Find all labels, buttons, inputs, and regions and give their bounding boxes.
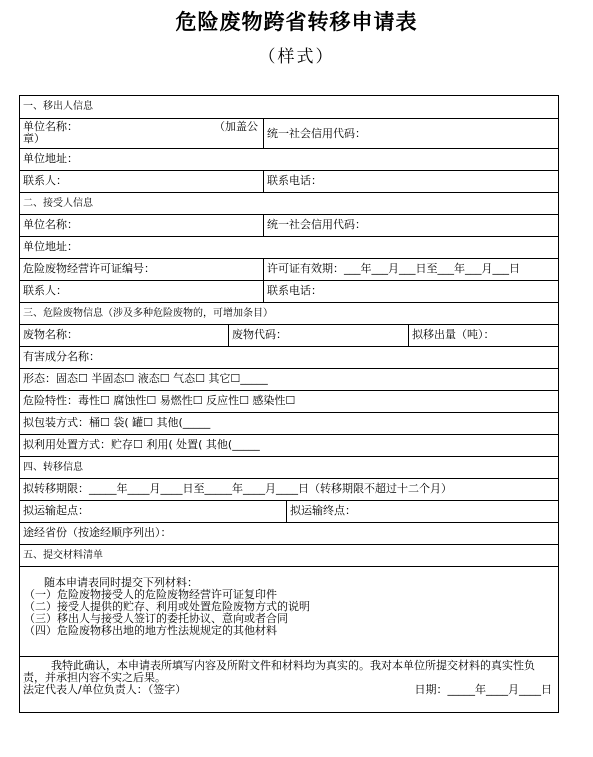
confirmation-text: 我特此确认，本申请表所填写内容及所附文件和材料均为真实的。我对本单位所提交材料的真实性负责，并承担内容不实之后果。	[23, 659, 535, 684]
field-label: 统一社会信用代码：	[267, 218, 366, 231]
section-header-sender	[20, 96, 558, 118]
materials-list	[20, 566, 558, 656]
receiver-contact-field[interactable]	[20, 281, 263, 302]
receiver-phone-field[interactable]	[263, 281, 558, 302]
form-state-row	[20, 368, 558, 390]
section-title: 三、危险废物信息（涉及多种危险废物的，可增加条目）	[23, 308, 273, 319]
section-header-receiver	[20, 192, 558, 214]
waste-code-field[interactable]	[228, 325, 408, 346]
field-label: 拟移出量（吨）：	[412, 328, 495, 341]
transport-route-row	[20, 500, 558, 522]
waste-info-row	[20, 324, 558, 346]
section-title: 四、转移信息	[23, 462, 83, 473]
receiver-contact-row	[20, 280, 558, 302]
section-header-transfer	[20, 456, 558, 478]
field-label: 有害成分名称：	[23, 350, 100, 363]
transfer-period-row	[20, 478, 558, 500]
receiver-address-row	[20, 236, 558, 258]
form-state-checkboxes[interactable]	[20, 369, 558, 390]
provinces-row	[20, 522, 558, 544]
sender-credit-code-field[interactable]	[263, 119, 558, 148]
sender-unit-row	[20, 118, 558, 148]
field-label: 危险废物经营许可证编号：	[23, 262, 155, 275]
license-validity-field[interactable]	[263, 259, 558, 280]
field-label: 联系电话：	[267, 174, 322, 187]
receiver-unit-row	[20, 214, 558, 236]
stamp-note-cont: 章）	[23, 132, 45, 145]
date-field[interactable]: 日期：_____年____月____日	[414, 683, 552, 696]
field-label: 单位名称：	[23, 120, 78, 133]
field-label: 形态：固态☐ 半固态☐ 液态☐ 气态☐ 其它☐_____	[23, 372, 268, 385]
sender-contact-field[interactable]	[20, 171, 263, 192]
field-label: 拟运输起点：	[23, 504, 89, 517]
disposal-checkboxes[interactable]	[20, 435, 558, 456]
field-label: 拟转移期限：_____年____月____日至_____年____月____日（转移期限不超过十二个月）	[23, 482, 452, 495]
confirmation-block	[20, 656, 558, 712]
section-title: 二、接受人信息	[23, 198, 93, 209]
sender-phone-field[interactable]	[263, 171, 558, 192]
packaging-row	[20, 412, 558, 434]
material-item: （一）危险废物接受人的危险废物经营许可证复印件	[24, 588, 277, 601]
receiver-unit-name-field[interactable]	[20, 215, 263, 236]
field-label: 单位地址：	[23, 240, 78, 253]
license-number-field[interactable]	[20, 259, 263, 280]
field-label: 联系电话：	[267, 284, 322, 297]
hazard-row	[20, 390, 558, 412]
signature-field[interactable]: 法定代表人/单位负责人：（签字）	[23, 683, 187, 696]
material-item: （二）接受人提供的贮存、利用或处置危险废物方式的说明	[24, 600, 310, 613]
field-label: 单位名称：	[23, 218, 78, 231]
section-title: 一、移出人信息	[23, 101, 93, 112]
provinces-field[interactable]	[20, 523, 558, 544]
field-label: 拟利用处置方式：贮存☐ 利用( 处置( 其他(_____	[23, 438, 260, 451]
sender-address-row	[20, 148, 558, 170]
field-label: 联系人：	[23, 174, 67, 187]
field-label: 危险特性：毒性☐ 腐蚀性☐ 易燃性☐ 反应性☐ 感染性☐	[23, 394, 296, 407]
material-item: （三）移出人与接受人签订的委托协议、意向或者合同	[24, 612, 288, 625]
waste-name-field[interactable]	[20, 325, 228, 346]
field-label: 许可证有效期：___年___月___日至___年___月___日	[267, 262, 520, 275]
receiver-credit-code-field[interactable]	[263, 215, 558, 236]
harmful-components-row	[20, 346, 558, 368]
harmful-components-field[interactable]	[20, 347, 558, 368]
sender-address-field[interactable]	[20, 149, 558, 170]
receiver-license-row	[20, 258, 558, 280]
receiver-address-field[interactable]	[20, 237, 558, 258]
waste-quantity-field[interactable]	[408, 325, 558, 346]
section-header-materials	[20, 544, 558, 566]
materials-intro: 随本申请表同时提交下列材料：	[44, 576, 198, 589]
field-label: 拟包装方式：桶☐ 袋( 罐☐ 其他(_____	[23, 416, 211, 429]
field-label: 废物名称：	[23, 328, 78, 341]
field-label: 途经省份（按途经顺序列出）：	[23, 526, 172, 539]
stamp-note: （加盖公	[214, 120, 258, 133]
section-header-waste	[20, 302, 558, 324]
field-label: 拟运输终点：	[290, 504, 356, 517]
field-label: 单位地址：	[23, 152, 78, 165]
disposal-row	[20, 434, 558, 456]
form-title: 危险废物跨省转移申请表	[175, 10, 418, 34]
hazard-checkboxes[interactable]	[20, 391, 558, 412]
transport-origin-field[interactable]	[20, 501, 286, 522]
sender-unit-name-field[interactable]	[20, 119, 263, 148]
transport-destination-field[interactable]	[286, 501, 558, 522]
application-form	[19, 95, 559, 713]
field-label: 统一社会信用代码：	[267, 127, 366, 140]
transfer-period-field[interactable]	[20, 479, 558, 500]
field-label: 联系人：	[23, 284, 67, 297]
field-label: 废物代码：	[232, 328, 287, 341]
section-title: 五、提交材料清单	[23, 550, 103, 561]
material-item: （四）危险废物移出地的地方性法规规定的其他材料	[24, 624, 277, 637]
form-subtitle: （样式）	[258, 47, 335, 67]
sender-contact-row	[20, 170, 558, 192]
packaging-checkboxes[interactable]	[20, 413, 558, 434]
